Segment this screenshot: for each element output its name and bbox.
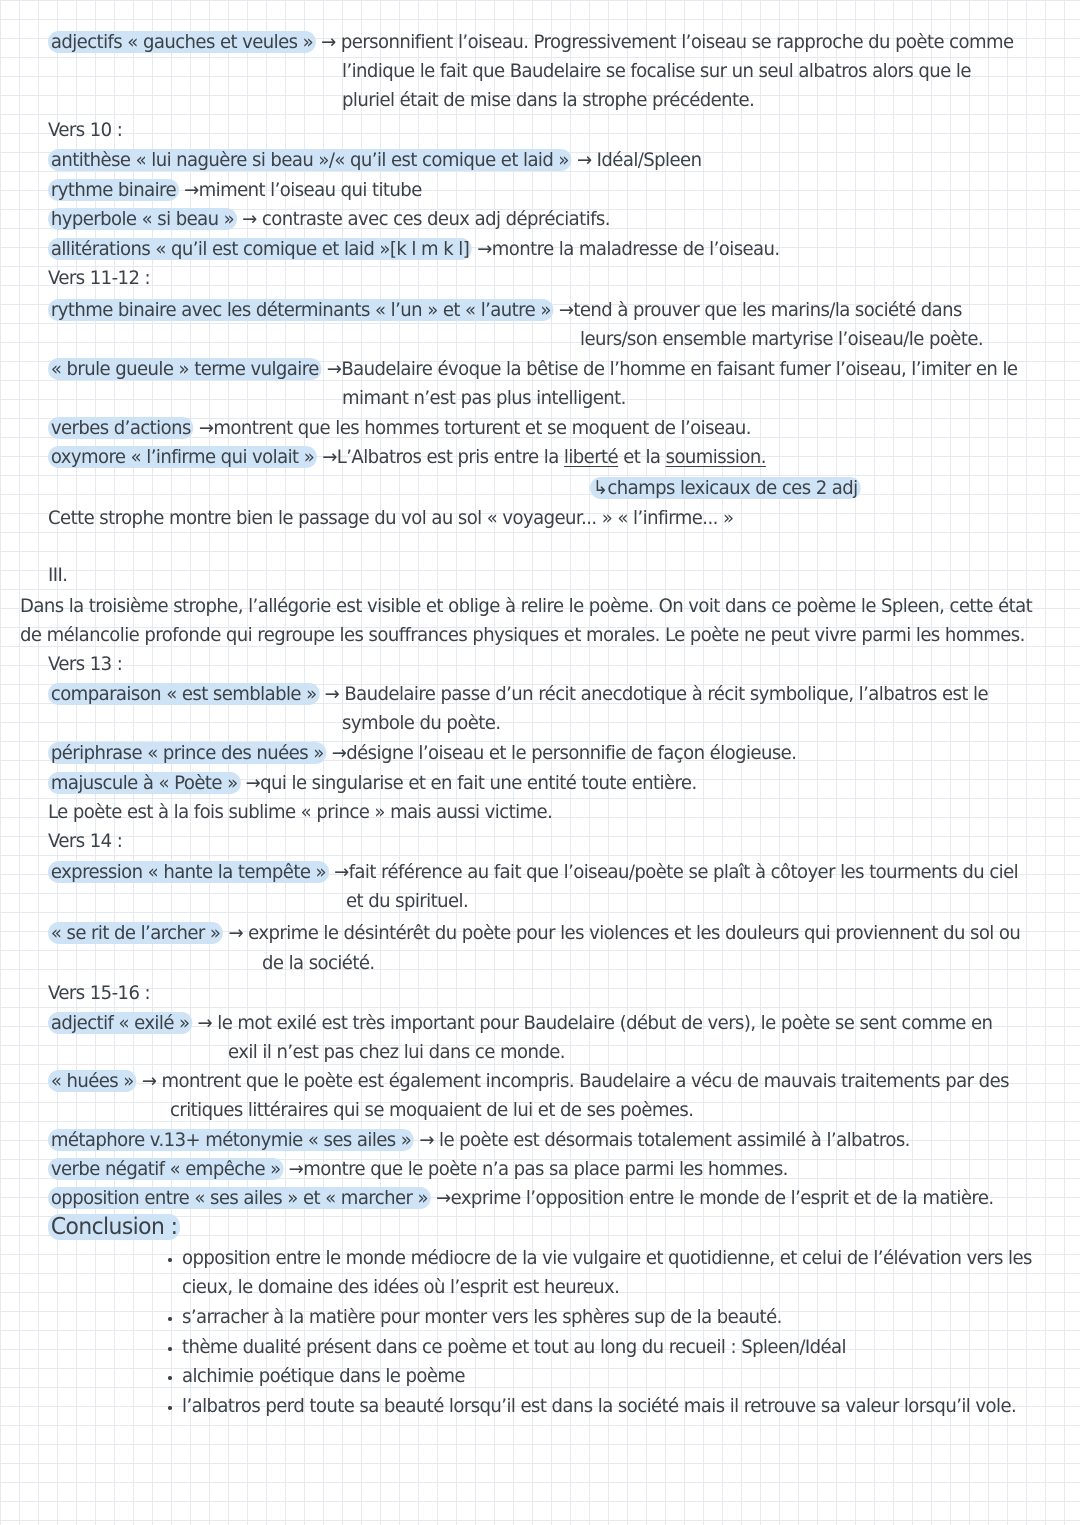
highlighted-term: rythme binaire avec les déterminants « l’un » et « l’autre » [48, 299, 554, 321]
bullet-dot [168, 1406, 172, 1410]
highlighted-term: comparaison « est semblable » [48, 683, 319, 705]
verse-heading: Vers 15-16 : [48, 982, 151, 1004]
note-line [48, 356, 1017, 382]
explanation: →L’Albatros est pris entre la [322, 446, 559, 468]
note-line [48, 770, 697, 796]
note-line: Cette strophe montre bien le passage du vol au sol « voyageur... » « l’infirme... » [48, 507, 734, 529]
highlighted-term: allitérations « qu’il est comique et laid »[k l m k l] [48, 238, 472, 260]
highlighted-term: adjectif « exilé » [48, 1012, 192, 1034]
highlighted-term: verbe négatif « empêche » [48, 1158, 283, 1180]
explanation: →montrent que les hommes torturent et se moquent de l’oiseau. [198, 417, 751, 439]
verse-heading: Vers 10 : [48, 119, 123, 141]
bullet-dot [168, 1376, 172, 1380]
note-line [48, 444, 766, 470]
highlighted-term: oxymore « l’infirme qui volait » [48, 446, 317, 468]
note-line: mimant n’est pas plus intelligent. [342, 387, 626, 409]
conclusion-item: opposition entre le monde médiocre de la vie vulgaire et quotidienne, et celui de l’élévation vers les [182, 1247, 1032, 1269]
bullet-dot [168, 1317, 172, 1321]
explanation: → contraste avec ces deux adj dépréciatifs. [242, 208, 610, 230]
conclusion-item: alchimie poétique dans le poème [182, 1365, 465, 1387]
note-line [48, 415, 751, 441]
highlighted-term: adjectifs « gauches et veules » [48, 31, 316, 53]
explanation: →montre que le poète n’a pas sa place parmi les hommes. [288, 1158, 788, 1180]
underlined-word: liberté [563, 446, 619, 468]
note-line: et du spirituel. [346, 890, 469, 912]
explanation: → Idéal/Spleen [576, 149, 702, 171]
note-line: l’indique le fait que Baudelaire se focalise sur un seul albatros alors que le [342, 60, 971, 82]
conclusion-heading [48, 1214, 180, 1240]
highlighted-term: verbes d’actions [48, 417, 194, 439]
paragraph-line: Dans la troisième strophe, l’allégorie est visible et oblige à relire le poème. On voit dans ce poème le Spleen, cette état [20, 595, 1033, 617]
note-line [48, 1127, 910, 1153]
highlighted-term: Conclusion : [48, 1214, 180, 1240]
explanation: → montrent que le poète est également incompris. Baudelaire a vécu de mauvais traitements par des [141, 1070, 1009, 1092]
bullet-dot [168, 1347, 172, 1351]
explanation: →exprime l’opposition entre le monde de l’esprit et de la matière. [436, 1187, 994, 1209]
explanation: → le mot exilé est très important pour Baudelaire (début de vers), le poète se sent comme en [197, 1012, 993, 1034]
explanation: → personnifient l’oiseau. Progressivement l’oiseau se rapproche du poète comme [321, 31, 1014, 53]
explanation: →miment l’oiseau qui titube [184, 179, 422, 201]
note-line: symbole du poète. [342, 712, 501, 734]
underlined-word: soumission. [665, 446, 766, 468]
conclusion-item: l’albatros perd toute sa beauté lorsqu’il est dans la société mais il retrouve sa valeur lorsqu’il vole. [182, 1395, 1017, 1417]
explanation: →fait référence au fait que l’oiseau/poète se plaît à côtoyer les tourments du ciel [334, 861, 1019, 883]
note-line [48, 681, 988, 707]
conclusion-item: thème dualité présent dans ce poème et tout au long du recueil : Spleen/Idéal [182, 1336, 846, 1358]
explanation: →Baudelaire évoque la bêtise de l’homme en faisant fumer l’oiseau, l’imiter en le [326, 358, 1018, 380]
explanation: →qui le singularise et en fait une entité toute entière. [245, 772, 697, 794]
note-line [48, 1185, 994, 1211]
highlighted-term: « se rit de l’archer » [48, 922, 223, 944]
explanation: →tend à prouver que les marins/la société dans [558, 299, 962, 321]
verse-heading: Vers 13 : [48, 653, 123, 675]
explanation: et la [623, 446, 661, 468]
highlighted-term: opposition entre « ses ailes » et « marcher » [48, 1187, 431, 1209]
highlighted-term: expression « hante la tempête » [48, 861, 329, 883]
note-line [48, 1010, 992, 1036]
highlighted-term: « huées » [48, 1070, 137, 1092]
conclusion-item: cieux, le domaine des idées où l’esprit est heureux. [182, 1276, 620, 1298]
note-line [48, 920, 1020, 946]
note-line: critiques littéraires qui se moquaient de lui et de ses poèmes. [170, 1099, 694, 1121]
note-line: leurs/son ensemble martyrise l’oiseau/le poète. [580, 328, 984, 350]
highlighted-term: rythme binaire [48, 179, 179, 201]
verse-heading: Vers 14 : [48, 830, 123, 852]
highlighted-term: métaphore v.13+ métonymie « ses ailes » [48, 1129, 414, 1151]
note-line [48, 297, 962, 323]
note-line [48, 1068, 1009, 1094]
note-line [48, 740, 796, 766]
explanation: →montre la maladresse de l’oiseau. [477, 238, 780, 260]
note-line: pluriel était de mise dans la strophe précédente. [342, 89, 755, 111]
paragraph-line: de mélancolie profonde qui regroupe les souffrances physiques et morales. Le poète ne peut vivre parmi les hommes. [20, 624, 1025, 646]
highlighted-term: périphrase « prince des nuées » [48, 742, 327, 764]
note-line [590, 475, 860, 501]
explanation: → exprime le désintérêt du poète pour les violences et les douleurs qui proviennent du sol ou [228, 922, 1021, 944]
note-line [48, 147, 701, 173]
note-line: Le poète est à la fois sublime « prince » mais aussi victime. [48, 801, 553, 823]
highlighted-term: majuscule à « Poète » [48, 772, 240, 794]
highlighted-term: hyperbole « si beau » [48, 208, 237, 230]
explanation: → Baudelaire passe d’un récit anecdotique à récit symbolique, l’albatros est le [324, 683, 989, 705]
section-number: III. [48, 564, 68, 586]
verse-heading: Vers 11-12 : [48, 267, 151, 289]
explanation: →désigne l’oiseau et le personnifie de façon élogieuse. [331, 742, 797, 764]
note-line [48, 1156, 788, 1182]
note-line: exil il n’est pas chez lui dans ce monde. [228, 1041, 565, 1063]
note-line: de la société. [262, 952, 375, 974]
note-line [48, 859, 1018, 885]
highlighted-term: « brule gueule » terme vulgaire [48, 358, 322, 380]
highlighted-term: ↳champs lexicaux de ces 2 adj [590, 477, 860, 499]
note-line [48, 236, 780, 262]
bullet-dot [168, 1258, 172, 1262]
highlighted-term: antithèse « lui naguère si beau »/« qu’il est comique et laid » [48, 149, 572, 171]
conclusion-item: s’arracher à la matière pour monter vers les sphères sup de la beauté. [182, 1306, 782, 1328]
note-line [48, 29, 1014, 55]
explanation: → le poète est désormais totalement assimilé à l’albatros. [419, 1129, 910, 1151]
note-line [48, 206, 610, 232]
note-line [48, 177, 422, 203]
